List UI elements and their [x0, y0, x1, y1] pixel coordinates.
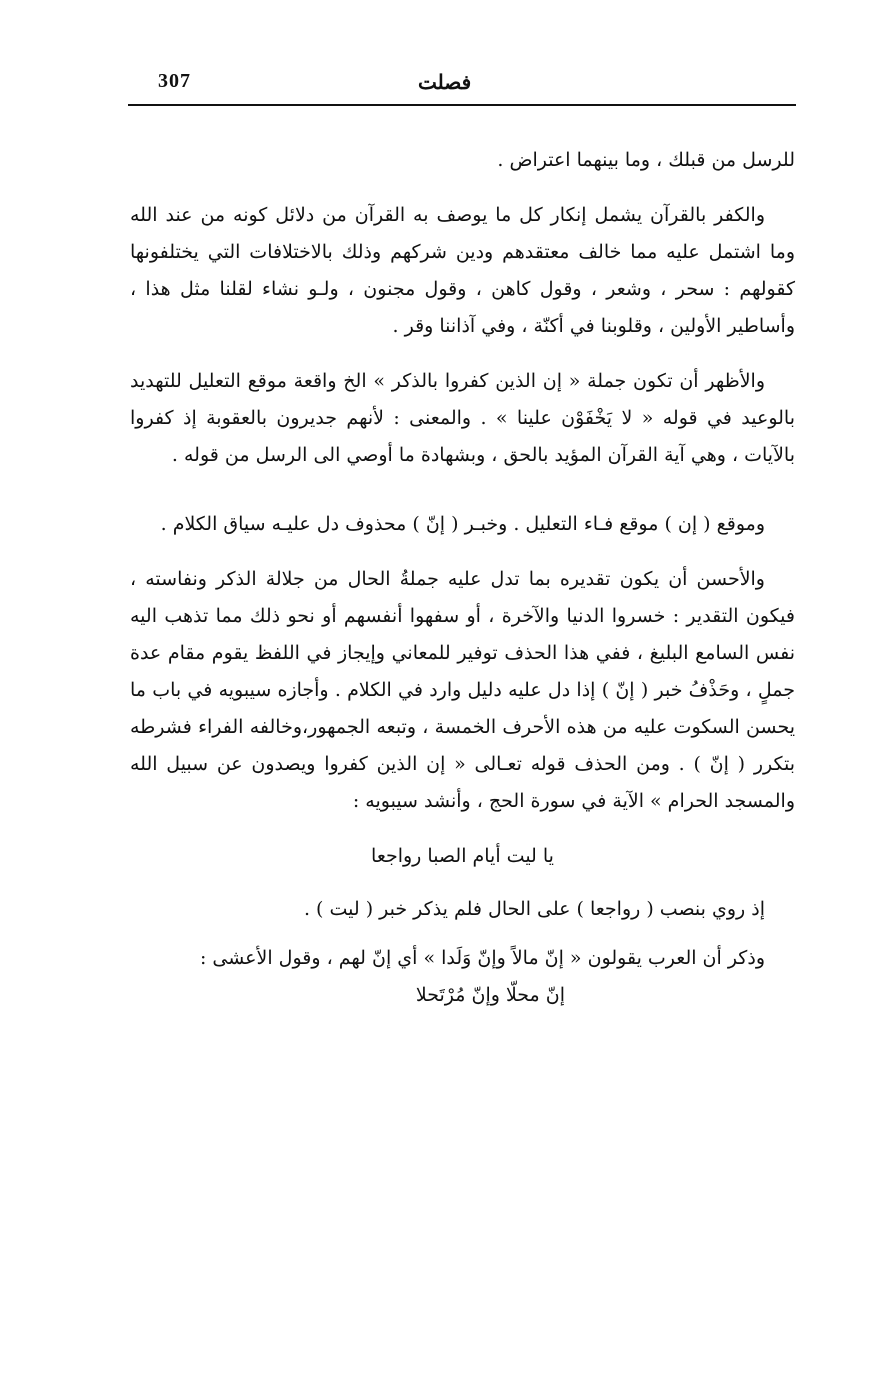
paragraph-dhakara: وذكر أن العرب يقولون « إنّ مالاً وإنّ وَلَدا » أي إنّ لهم ، وقول الأعشى : [199, 947, 765, 969]
paragraph-al-ahsan: والأحسن أن يكون تقديره بما تدل عليه جملةُ الحال من جلالة الذكر ونفاسته ، فيكون التقدير : خسروا الدنيا والآخرة ، أو سفهوا أنفسهم أو نحو ذلك مما تذهب اليه نفس السامع البليغ ، ففي هذا الحذف توفير للمعاني وإيجاز في اللفظ يقوم مقام عدة جملٍ ، وحَذْفُ خبر ( إنّ ) إذا دل عليه دليل وارد في الكلام . وأجازه سيبويه في باب ما يحسن السكوت عليه من هذه الأحرف الخمسة ، وتبعه الجمهور،وخالفه الفراء فشرطه بتكرر ( إنّ ) . ومن الحذف قوله تعـالى « إن الذين كفروا ويصدون عن سبيل الله والمسجد الحرام » الآية في سورة الحج ، وأنشد سيبويه : [130, 568, 795, 812]
page-header [128, 62, 796, 106]
paragraph-continuation: للرسل من قبلك ، وما بينهما اعتراض . [497, 149, 795, 171]
verse-line: يا ليت أيام الصبا رواجعا [371, 845, 554, 867]
running-title: فصلت [418, 70, 472, 94]
verse-line-al-asha: إنّ محلّا وإنّ مُرْتَحلا [415, 984, 565, 1006]
header-rule [128, 104, 796, 106]
page-body [130, 142, 795, 1014]
paragraph-kufr-bil-quran: والكفر بالقرآن يشمل إنكار كل ما يوصف به القرآن من دلائل كونه من عند الله وما اشتمل عليه مما خالف معتقدهم ودين شركهم وذلك بالاختلافات التي يختلفونها كقولهم : سحر ، وشعر ، وقول كاهن ، وقول مجنون ، ولـو نشاء لقلنا مثل هذا ، وأساطير الأولين ، وقلوبنا في أكنّة ، وفي آذاننا وقر . [130, 204, 795, 337]
paragraph-al-azhar: والأظهر أن تكون جملة « إن الذين كفروا بالذكر » الخ واقعة موقع التعليل للتهديد بالوعيد في قوله « لا يَخْفَوْن علينا » . والمعنى : لأنهم جديرون بالعقوبة إذ كفروا بالآيات ، وهي آية القرآن المؤيد بالحق ، وبشهادة ما أوصي الى الرسل من قوله . [130, 370, 795, 466]
page-number: 307 [158, 70, 191, 92]
paragraph-riwaya: إذ روي بنصب ( رواجعا ) على الحال فلم يذكر خبر ( ليت ) . [303, 898, 765, 920]
paragraph-mawqi-inna: وموقع ( إن ) موقع فـاء التعليل . وخبـر ( إنّ ) محذوف دل عليـه سياق الكلام . [160, 513, 765, 535]
